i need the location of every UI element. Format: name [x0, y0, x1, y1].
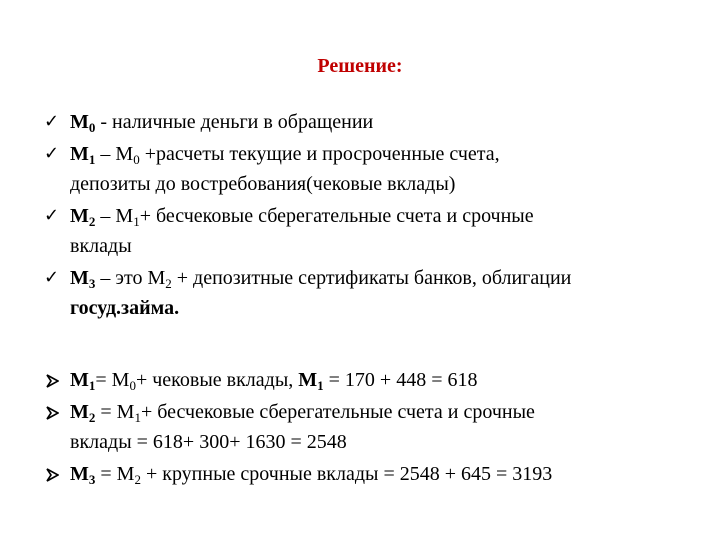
definition-text: - наличные деньги в обращении — [95, 111, 374, 133]
aggregate-symbol: $М_2$ — [70, 205, 96, 229]
aggregate-symbol: $М_2$ — [70, 401, 96, 425]
definition-m2 — [44, 201, 704, 261]
definition-m1 — [44, 139, 704, 199]
calculation-result: = 170 + 448 = 618 — [323, 369, 478, 391]
calculation-m1 — [44, 365, 704, 395]
arrow-head-icon — [45, 406, 59, 420]
check-icon: ✓ — [44, 205, 60, 226]
definition-m0 — [44, 107, 704, 137]
aggregate-symbol: $М_0$ — [70, 111, 96, 135]
calculation-text: = $М_0+$ чековые вклады, — [95, 369, 299, 393]
aggregate-symbol: $М_3$ — [70, 463, 96, 487]
calculation-text: = $М_2$ + крупные срочные вклады = 2548 + 645 = 3193 — [95, 463, 553, 487]
aggregate-symbol: $М_3$ — [70, 267, 96, 291]
definition-m3 — [44, 263, 704, 323]
calculations-list — [44, 365, 704, 489]
definition-text: – $М_0$ +расчеты текущие и просроченные счета, депозиты до востребования(чековые вклады) — [70, 143, 500, 195]
calculation-text: = $М_1+$ бесчековые сберегательные счета и срочные вклады = 618+ 300+ 1630 = 2548 — [70, 401, 535, 453]
check-icon: ✓ — [44, 267, 60, 288]
check-icon: ✓ — [44, 143, 60, 164]
definitions-list — [44, 107, 704, 323]
aggregate-symbol: $М_1$ — [298, 369, 324, 393]
aggregate-symbol: $М_1$ — [70, 369, 96, 393]
arrow-head-icon — [45, 374, 59, 388]
arrow-head-icon — [45, 468, 59, 482]
slide-title: Решение: — [317, 55, 403, 77]
definition-text: – $М_1+$ бесчековые сберегательные счета и срочные вклады — [70, 205, 534, 257]
aggregate-symbol: $М_1$ — [70, 143, 96, 167]
calculation-m3 — [44, 459, 704, 489]
calculation-m2 — [44, 397, 704, 457]
definition-text: – это $М_2$ + депозитные сертификаты банков, облигации госуд.займа. — [70, 267, 572, 319]
check-icon: ✓ — [44, 111, 60, 132]
